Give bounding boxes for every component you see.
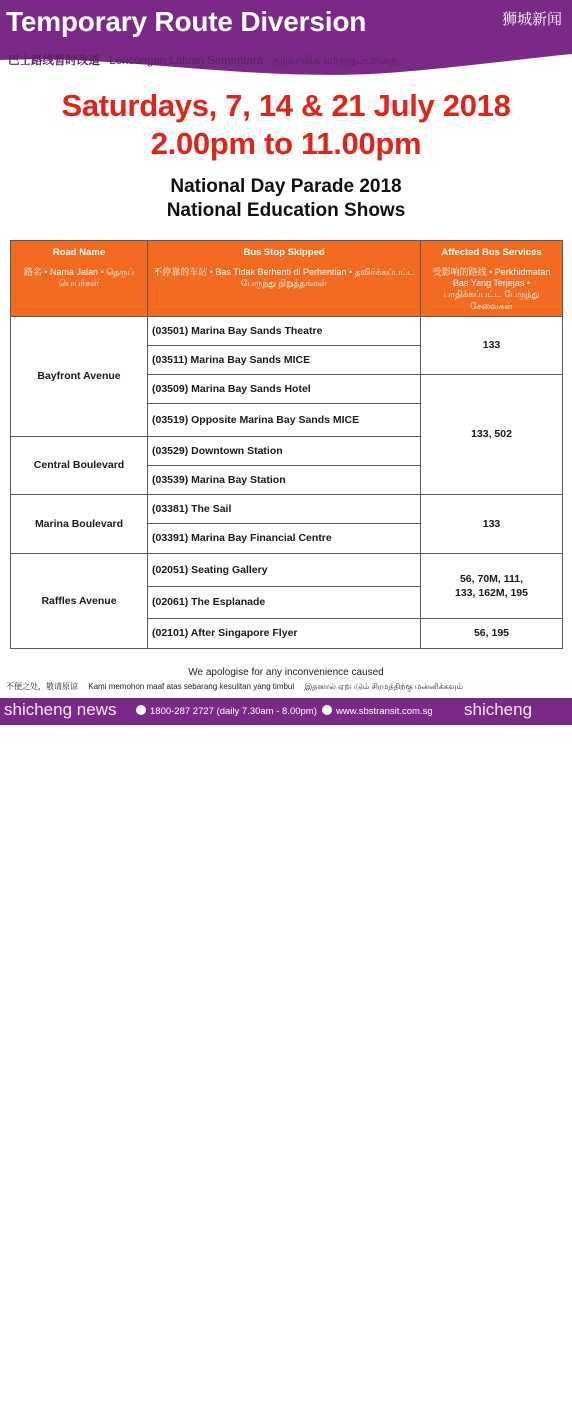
apology-translations (6, 681, 566, 692)
bus-services-line: 133, 162M, 195 (455, 586, 528, 599)
bus-services (421, 553, 563, 618)
road-name: Marina Boulevard (11, 494, 148, 553)
date-line: Saturdays, 7, 14 & 21 July 2018 (61, 88, 511, 123)
subtitle-zh: 巴士路线暂时改道 (8, 55, 100, 67)
header-banner (0, 0, 572, 82)
globe-icon (322, 705, 332, 715)
header-services-translations: 受影响的路线 • Perkhidmatan Bas Yang Terjejas • பாதிக்கப்பட்ட பேருந்து சேவைகள் (432, 266, 551, 311)
phone-icon (136, 705, 146, 715)
bus-stop: (03539) Marina Bay Station (148, 465, 421, 494)
website-link[interactable]: www.sbstransit.com.sg (336, 706, 433, 717)
subtitle-ta: தற்காலிக மாற்றுப்பாதை (272, 55, 398, 67)
subtitle-ms: Lencongan Laluan Sementara (109, 55, 264, 67)
apology-zh: 不便之处，敬请原谅 (6, 682, 78, 691)
time-line: 2.00pm to 11.00pm (150, 126, 422, 161)
header-bus-stop-skipped: Bus Stop Skipped 不停靠的车站 • Bas Tidak Berhenti di Perhentian • தவிர்க்கப்பட்ட பேருந்து நிறுத்தங்கள் (148, 241, 421, 317)
bus-services-line: 56, 70M, 111, (459, 572, 524, 585)
table-row (11, 316, 563, 345)
page-title: Temporary Route Diversion (6, 6, 367, 37)
watermark-top: 狮城新闻 (501, 10, 562, 28)
table-row (11, 553, 563, 586)
bus-stop: (02101) After Singapore Flyer (148, 618, 421, 648)
road-name: Raffles Avenue (11, 553, 148, 648)
apology-ms: Kami memohon maaf atas sebarang kesulitan yang timbul (88, 682, 295, 691)
bus-services: 133 (421, 316, 563, 374)
bus-stop: (03391) Marina Bay Financial Centre (148, 523, 421, 553)
bus-stop: (03529) Downtown Station (148, 436, 421, 465)
hotline-number: 1800-287 2727 (daily 7.30am - 8.00pm) (150, 706, 317, 717)
bus-stop: (03381) The Sail (148, 494, 421, 523)
website (322, 705, 433, 717)
watermark-bottom-left: shicheng news (4, 700, 117, 719)
diversion-table (10, 240, 563, 649)
road-name: Central Boulevard (11, 436, 148, 494)
header-road-name-translations: 路名 • Nama Jalan • தெருப் பெயர்கள் (23, 266, 135, 289)
hotline (136, 705, 317, 717)
bus-services: 133 (421, 494, 563, 553)
header-affected-services: Affected Bus Services 受影响的路线 • Perkhidmatan Bas Yang Terjejas • பாதிக்கப்பட்ட பேருந்து சேவைகள் (421, 241, 563, 317)
table-header-row (11, 241, 563, 317)
sbs-transit-logo: SBS Transit (500, 1406, 568, 1420)
apology-text: We apologise for any inconvenience caused (188, 667, 384, 678)
banner-subtitle (8, 52, 404, 69)
bus-stop: (03519) Opposite Marina Bay Sands MICE (148, 403, 421, 436)
bus-stop: (03509) Marina Bay Sands Hotel (148, 374, 421, 403)
bus-stop: (02051) Seating Gallery (148, 553, 421, 586)
event-title: National Day Parade 2018 (170, 176, 402, 197)
bus-stop: (03511) Marina Bay Sands MICE (148, 345, 421, 374)
header-bus-stop-translations: 不停靠的车站 • Bas Tidak Berhenti di Perhentian • தவிர்க்கப்பட்ட பேருந்து நிறுத்தங்கள் (153, 266, 415, 289)
bus-services: 133, 502 (421, 374, 563, 494)
table-row (11, 494, 563, 523)
header-road-name: Road Name 路名 • Nama Jalan • தெருப் பெயர்கள் (11, 241, 148, 317)
road-name: Bayfront Avenue (11, 316, 148, 436)
bus-stop: (03501) Marina Bay Sands Theatre (148, 316, 421, 345)
bus-services: 56, 195 (421, 618, 563, 648)
apology-ta: இதனால் ஏற்படும் சிரமத்திற்கு மன்னிக்கவும் (304, 682, 464, 691)
event-subtitle: National Education Shows (166, 200, 406, 221)
bus-stop: (02061) The Esplanade (148, 586, 421, 618)
watermark-bottom-right: shicheng (464, 700, 533, 719)
